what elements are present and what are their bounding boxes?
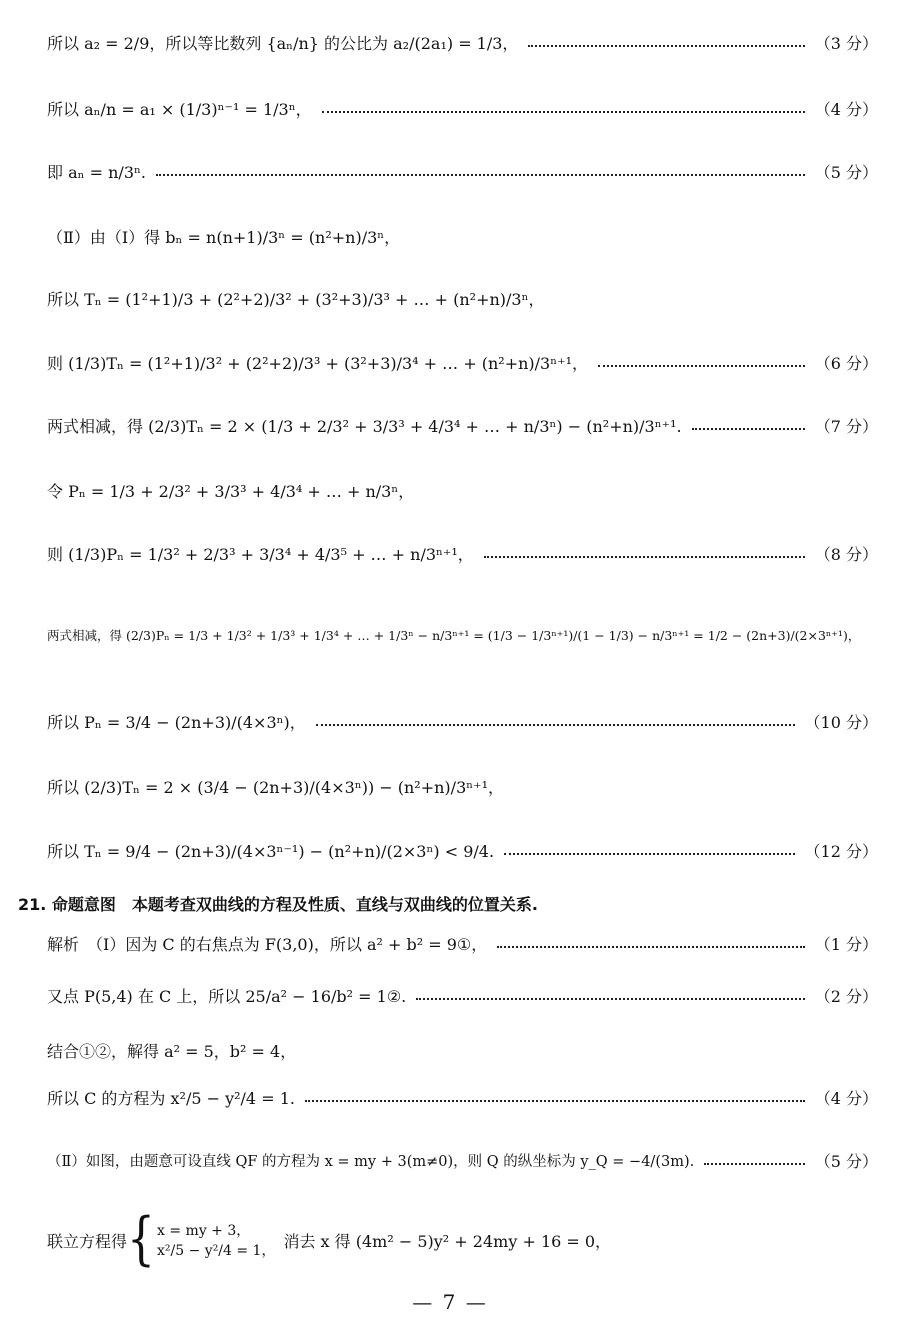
dot-leader [598, 364, 805, 367]
math-expression: 即 aₙ = n/3ⁿ. [47, 162, 147, 182]
math-expression: 所以 Tₙ = 9/4 − (2n+3)/(4×3ⁿ⁻¹) − (n²+n)/(2×3ⁿ) < 9/4. [47, 841, 495, 861]
math-expression: 解析 （Ⅰ）因为 C 的右焦点为 F(3,0)，所以 a² + b² = 9①， [47, 934, 488, 954]
system-equations [157, 1220, 275, 1260]
math-expression: 两式相减，得 (2/3)Tₙ = 2 × (1/3 + 2/3² + 3/3³ + 4/3⁴ + … + n/3ⁿ) − (n²+n)/3ⁿ⁺¹. [47, 416, 682, 436]
solution-line-15 [47, 975, 878, 1015]
math-expression: 两式相减，得 (2/3)Pₙ = 1/3 + 1/3² + 1/3³ + 1/3⁴ + … + 1/3ⁿ − n/3ⁿ⁺¹ = (1/3 − 1/3ⁿ⁺¹)/(1 − 1/3) − n/3ⁿ⁺¹ = 1/2 − (2n+3)/(2×3ⁿ⁺¹)， [47, 628, 861, 643]
dot-leader [497, 945, 804, 948]
math-expression: （Ⅱ）如图，由题意可设直线 QF 的方程为 x = my + 3(m≠0)，则 Q 的纵坐标为 y_Q = −4/(3m). [47, 1153, 695, 1170]
dot-leader [692, 427, 805, 430]
solution-line-10 [47, 615, 878, 655]
score-label: （5 分） [814, 1151, 878, 1171]
equation-system [127, 1206, 276, 1273]
math-expression: 所以 Pₙ = 3/4 − (2n+3)/(4×3ⁿ)， [47, 712, 306, 732]
solution-line-8 [47, 470, 878, 510]
solution-line-1 [47, 22, 878, 62]
math-expression: 联立方程得 [47, 1231, 128, 1251]
solution-line-19 [47, 1200, 878, 1280]
math-expression: 结合①②，解得 a² = 5，b² = 4， [47, 1041, 297, 1061]
solution-line-4 [47, 216, 878, 256]
solution-line-3 [47, 151, 878, 191]
score-label: （1 分） [814, 934, 878, 954]
page-number: — 7 — [412, 1290, 488, 1314]
solution-line-2 [47, 88, 878, 128]
score-label: （6 分） [814, 353, 878, 373]
math-expression: 所以 Tₙ = (1²+1)/3 + (2²+2)/3² + (3²+3)/3³ + … + (n²+n)/3ⁿ， [47, 289, 545, 309]
math-expression: 所以 (2/3)Tₙ = 2 × (3/4 − (2n+3)/(4×3ⁿ)) − (n²+n)/3ⁿ⁺¹， [47, 777, 505, 797]
dot-leader [305, 1099, 805, 1102]
solution-line-17 [47, 1077, 878, 1117]
question-21-heading [18, 883, 878, 923]
system-eq-2: x²/5 − y²/4 = 1， [157, 1243, 276, 1259]
score-label: （7 分） [814, 416, 878, 436]
solution-line-18 [47, 1140, 878, 1180]
math-expression: 所以 C 的方程为 x²/5 − y²/4 = 1. [47, 1088, 295, 1108]
solution-line-6 [47, 342, 878, 382]
dot-leader [704, 1162, 805, 1165]
dot-leader [504, 852, 795, 855]
math-expression: 则 (1/3)Tₙ = (1²+1)/3² + (2²+2)/3³ + (3²+3)/3⁴ + … + (n²+n)/3ⁿ⁺¹， [47, 353, 589, 373]
solution-line-14 [47, 923, 878, 963]
math-expression: 所以 aₙ/n = a₁ × (1/3)ⁿ⁻¹ = 1/3ⁿ， [47, 99, 312, 119]
elimination-result: 消去 x 得 (4m² − 5)y² + 24my + 16 = 0， [283, 1231, 612, 1251]
solution-line-7 [47, 405, 878, 445]
math-expression: 则 (1/3)Pₙ = 1/3² + 2/3³ + 3/3⁴ + 4/3⁵ + … + n/3ⁿ⁺¹， [47, 544, 474, 564]
math-expression: 所以 a₂ = 2/9，所以等比数列 {aₙ/n} 的公比为 a₂/(2a₁) = 1/3， [47, 33, 519, 53]
solution-line-13 [47, 830, 878, 870]
dot-leader [416, 997, 804, 1000]
question-intent: 21. 命题意图 本题考查双曲线的方程及性质、直线与双曲线的位置关系. [18, 894, 538, 914]
math-expression: 又点 P(5,4) 在 C 上，所以 25/a² − 16/b² = 1②. [47, 986, 407, 1006]
math-expression: （Ⅱ）由（Ⅰ）得 bₙ = n(n+1)/3ⁿ = (n²+n)/3ⁿ， [47, 227, 401, 247]
score-label: （10 分） [804, 712, 878, 732]
dot-leader [528, 44, 804, 47]
score-label: （2 分） [814, 986, 878, 1006]
score-label: （4 分） [814, 1088, 878, 1108]
score-label: （5 分） [814, 162, 878, 182]
solution-line-5 [47, 278, 878, 318]
dot-leader [316, 723, 795, 726]
math-expression: 令 Pₙ = 1/3 + 2/3² + 3/3³ + 4/3⁴ + … + n/3ⁿ， [47, 481, 415, 501]
dot-leader [156, 173, 805, 176]
solution-line-11 [47, 701, 878, 741]
dot-leader [322, 110, 805, 113]
system-eq-1: x = my + 3， [157, 1223, 251, 1239]
solution-line-12 [47, 766, 878, 806]
solution-line-16 [47, 1030, 878, 1070]
dot-leader [484, 555, 805, 558]
score-label: （4 分） [814, 99, 878, 119]
score-label: （8 分） [814, 544, 878, 564]
solution-line-9 [47, 533, 878, 573]
score-label: （12 分） [804, 841, 878, 861]
score-label: （3 分） [814, 33, 878, 53]
left-brace: { [127, 1206, 156, 1273]
